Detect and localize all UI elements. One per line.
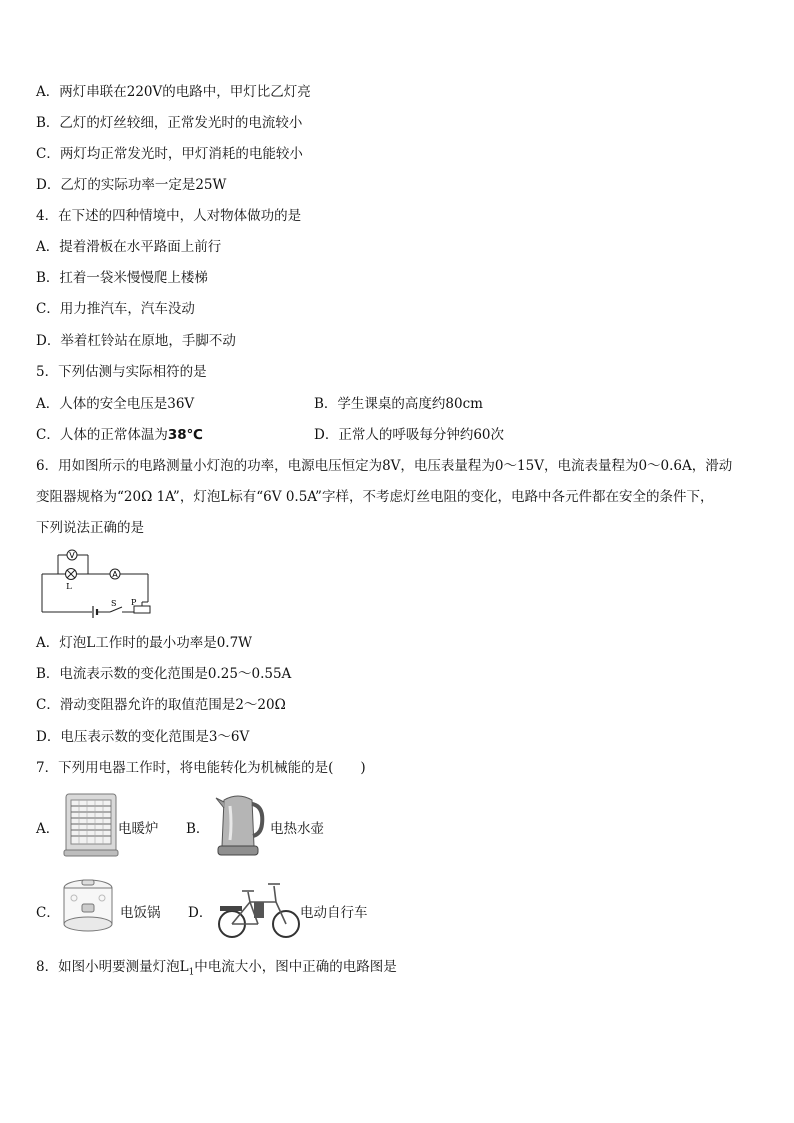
q3-option-b: B．乙灯的灯丝较细，正常发光时的电流较小 bbox=[36, 115, 303, 131]
q7-option-b-letter: B． bbox=[186, 821, 210, 837]
q5-option-c-prefix: C．人体的正常体温为 bbox=[36, 427, 168, 443]
electric-heater-image bbox=[62, 790, 120, 860]
switch-label: S bbox=[111, 599, 117, 608]
q6-stem-line2: 变阻器规格为“20Ω 1A”，灯泡L标有“6V 0.5A”字样，不考虑灯丝电阻的变化，电路中各元件都在安全的条件下， bbox=[36, 489, 714, 505]
lamp-label: L bbox=[66, 582, 72, 592]
q5-option-c bbox=[36, 426, 203, 444]
q7-option-b-text: 电热水壶 bbox=[270, 821, 324, 837]
q4-option-d: D．举着杠铃站在原地，手脚不动 bbox=[36, 333, 236, 349]
q7-stem: 7．下列用电器工作时，将电能转化为机械能的是( ) bbox=[36, 760, 366, 776]
q8-stem-prefix: 8．如图小明要测量灯泡L bbox=[36, 959, 189, 975]
q8-stem-subscript: 1 bbox=[188, 967, 195, 978]
q3-option-c: C．两灯均正常发光时，甲灯消耗的电能较小 bbox=[36, 146, 303, 162]
q3-option-a: A．两灯串联在220V的电路中，甲灯比乙灯亮 bbox=[36, 84, 311, 100]
q4-stem: 4．在下述的四种情境中，人对物体做功的是 bbox=[36, 208, 302, 224]
q5-option-d: D．正常人的呼吸每分钟约60次 bbox=[314, 427, 505, 443]
q3-option-d: D．乙灯的实际功率一定是25W bbox=[36, 177, 227, 193]
q6-stem-line1: 6．用如图所示的电路测量小灯泡的功率，电源电压恒定为8V，电压表量程为0～15V，电流表量程为0～0.6A，滑动 bbox=[36, 458, 733, 474]
voltmeter-label: V bbox=[69, 551, 75, 560]
q7-option-c-text: 电饭锅 bbox=[120, 905, 161, 921]
q6-option-c: C．滑动变阻器允许的取值范围是2～20Ω bbox=[36, 697, 286, 713]
q5-option-b: B．学生课桌的高度约80cm bbox=[314, 396, 483, 412]
electric-bicycle-image bbox=[212, 876, 304, 942]
slider-label: P bbox=[131, 598, 137, 607]
rice-cooker-image bbox=[60, 876, 116, 934]
circuit-diagram bbox=[38, 546, 154, 618]
q7-option-d-text: 电动自行车 bbox=[300, 905, 368, 921]
q6-stem-line3: 下列说法正确的是 bbox=[36, 520, 144, 536]
q7-option-c-letter: C． bbox=[36, 905, 60, 921]
electric-kettle-image bbox=[212, 790, 266, 860]
q6-option-d: D．电压表示数的变化范围是3～6V bbox=[36, 729, 250, 745]
q5-stem: 5．下列估测与实际相符的是 bbox=[36, 364, 207, 380]
q4-option-a: A．提着滑板在水平路面上前行 bbox=[36, 239, 222, 255]
q4-option-b: B．扛着一袋米慢慢爬上楼梯 bbox=[36, 270, 208, 286]
q7-option-a-text: 电暖炉 bbox=[118, 821, 159, 837]
q5-option-c-value: 38℃ bbox=[167, 427, 203, 443]
q6-option-b: B．电流表示数的变化范围是0.25～0.55A bbox=[36, 666, 292, 682]
q4-option-c: C．用力推汽车，汽车没动 bbox=[36, 301, 195, 317]
q7-option-a-letter: A． bbox=[36, 821, 60, 837]
q8-stem-suffix: 中电流大小，图中正确的电路图是 bbox=[194, 959, 397, 975]
q5-option-a: A．人体的安全电压是36V bbox=[36, 396, 195, 412]
q7-option-d-letter: D． bbox=[188, 905, 213, 921]
q6-option-a: A．灯泡L工作时的最小功率是0.7W bbox=[36, 635, 253, 651]
q8-stem bbox=[36, 958, 397, 982]
ammeter-label: A bbox=[112, 570, 118, 579]
